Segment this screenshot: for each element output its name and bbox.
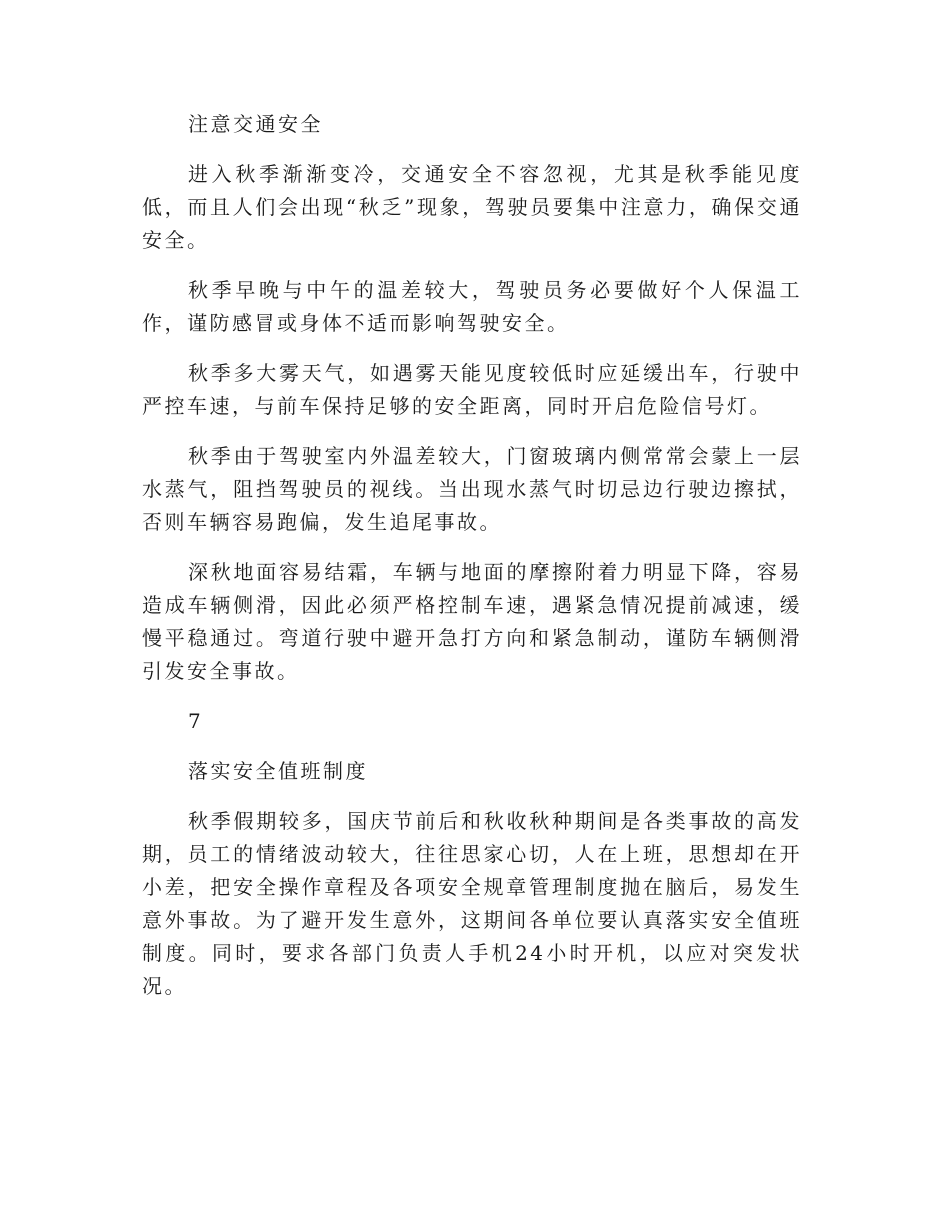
paragraph: 深秋地面容易结霜，车辆与地面的摩擦附着力明显下降，容易造成车辆侧滑，因此必须严格控制车速，遇紧急情况提前减速，缓慢平稳通过。弯道行驶中避开急打方向和紧急制动，谨防车辆侧滑引发安全事故。	[142, 560, 802, 683]
section-number: 7	[188, 709, 204, 733]
document-body	[142, 108, 802, 1020]
paragraph: 秋季早晚与中午的温差较大，驾驶员务必要做好个人保温工作，谨防感冒或身体不适而影响驾驶安全。	[142, 278, 802, 335]
paragraph: 秋季由于驾驶室内外温差较大，门窗玻璃内侧常常会蒙上一层水蒸气，阻挡驾驶员的视线。当出现水蒸气时切忌边行驶边擦拭，否则车辆容易跑偏，发生追尾事故。	[142, 444, 802, 534]
paragraph: 进入秋季渐渐变冷，交通安全不容忽视，尤其是秋季能见度低，而且人们会出现“秋乏”现象，驾驶员要集中注意力，确保交通安全。	[142, 162, 802, 252]
paragraph: 秋季多大雾天气，如遇雾天能见度较低时应延缓出车，行驶中严控车速，与前车保持足够的安全距离，同时开启危险信号灯。	[142, 361, 802, 418]
section-heading-traffic-safety: 注意交通安全	[188, 112, 323, 136]
paragraph: 秋季假期较多，国庆节前后和秋收秋种期间是各类事故的高发期，员工的情绪波动较大，往往思家心切，人在上班，思想却在开小差，把安全操作章程及各项安全规章管理制度抛在脑后，易发生意外事故。为了避开发生意外，这期间各单位要认真落实安全值班制度。同时，要求各部门负责人手机24小时开机，以应对突发状况。	[142, 809, 802, 998]
section-heading-duty-system: 落实安全值班制度	[188, 759, 368, 783]
